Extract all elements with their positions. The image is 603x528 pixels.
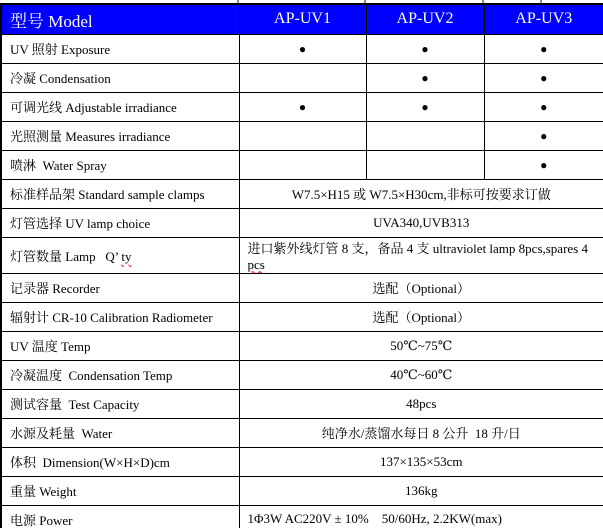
spec-value: UVA340,UVB313 [239, 208, 603, 237]
spec-value: 48pcs [239, 389, 603, 418]
spec-row-water [1, 418, 603, 447]
bullet-cell: ● [484, 121, 603, 150]
spec-value: 136kg [239, 476, 603, 505]
spec-value: 选配（Optional） [239, 302, 603, 331]
spec-label: 辐射计 CR-10 Calibration Radiometer [1, 302, 239, 331]
model-header-cell: 型号 Model [1, 4, 239, 34]
spec-label [1, 237, 239, 273]
spec-value: W7.5×H15 或 W7.5×H30cm,非标可按要求订做 [239, 179, 603, 208]
spec-row-test-capacity [1, 389, 603, 418]
spec-row-weight [1, 476, 603, 505]
spec-label: 重量 Weight [1, 476, 239, 505]
spec-label: 记录器 Recorder [1, 273, 239, 302]
bullet-cell: ● [484, 34, 603, 63]
bullet-cell: ● [366, 63, 484, 92]
feature-row-adjustable-irradiance [1, 92, 603, 121]
spec-value: 1Φ3W AC220V ± 10% 50/60Hz, 2.2KW(max) [239, 505, 603, 528]
bullet-cell: ● [484, 63, 603, 92]
feature-label: 可调光线 Adjustable irradiance [1, 92, 239, 121]
spec-label: 冷凝温度 Condensation Temp [1, 360, 239, 389]
feature-row-uv-exposure [1, 34, 603, 63]
spec-label: 灯管选择 UV lamp choice [1, 208, 239, 237]
spec-row-condensation-temp [1, 360, 603, 389]
column-header-apuv2: AP-UV2 [366, 4, 484, 34]
bullet-cell: ● [366, 34, 484, 63]
spec-label: UV 温度 Temp [1, 331, 239, 360]
spec-label: 标准样品架 Standard sample clamps [1, 179, 239, 208]
bullet-cell [366, 150, 484, 179]
spec-row-radiometer [1, 302, 603, 331]
spec-row-lamp-qty [1, 237, 603, 273]
spec-label: 电源 Power [1, 505, 239, 528]
table-header-row [1, 4, 603, 34]
spellcheck-underlined-text: ty [121, 248, 132, 264]
spec-value: 40℃~60℃ [239, 360, 603, 389]
spellcheck-underlined-text: pcs [247, 256, 265, 272]
spec-label-text: 灯管数量 Lamp Q’ [10, 248, 122, 264]
column-header-apuv3: AP-UV3 [484, 4, 603, 34]
spec-value: 纯净水/蒸馏水每日 8 公升 18 升/日 [239, 418, 603, 447]
feature-row-condensation [1, 63, 603, 92]
bullet-cell: ● [239, 34, 366, 63]
spec-value: 137×135×53cm [239, 447, 603, 476]
spec-value-text: 进口紫外线灯管 8 支，备品 4 支 ultraviolet lamp 8pcs,spares 4 [247, 240, 592, 256]
bullet-cell [366, 121, 484, 150]
spec-value: 50℃~75℃ [239, 331, 603, 360]
bullet-cell [239, 150, 366, 179]
bullet-cell: ● [239, 92, 366, 121]
column-header-apuv1: AP-UV1 [239, 4, 366, 34]
feature-label: 喷淋 Water Spray [1, 150, 239, 179]
spec-row-uv-temp [1, 331, 603, 360]
feature-label: 冷凝 Condensation [1, 63, 239, 92]
spec-label: 体积 Dimension(W×H×D)cm [1, 447, 239, 476]
spec-value: 选配（Optional） [239, 273, 603, 302]
spec-row-sample-clamps [1, 179, 603, 208]
feature-row-measures-irradiance [1, 121, 603, 150]
spec-row-recorder [1, 273, 603, 302]
bullet-cell [239, 63, 366, 92]
bullet-cell [239, 121, 366, 150]
model-spec-table [0, 3, 603, 528]
spec-label: 测试容量 Test Capacity [1, 389, 239, 418]
bullet-cell: ● [484, 92, 603, 121]
spec-row-power [1, 505, 603, 528]
spec-value [239, 237, 603, 273]
feature-label: 光照测量 Measures irradiance [1, 121, 239, 150]
bullet-cell: ● [484, 150, 603, 179]
feature-label: UV 照射 Exposure [1, 34, 239, 63]
feature-row-water-spray [1, 150, 603, 179]
spec-row-dimension [1, 447, 603, 476]
spec-label: 水源及耗量 Water [1, 418, 239, 447]
spec-row-lamp-choice [1, 208, 603, 237]
bullet-cell: ● [366, 92, 484, 121]
